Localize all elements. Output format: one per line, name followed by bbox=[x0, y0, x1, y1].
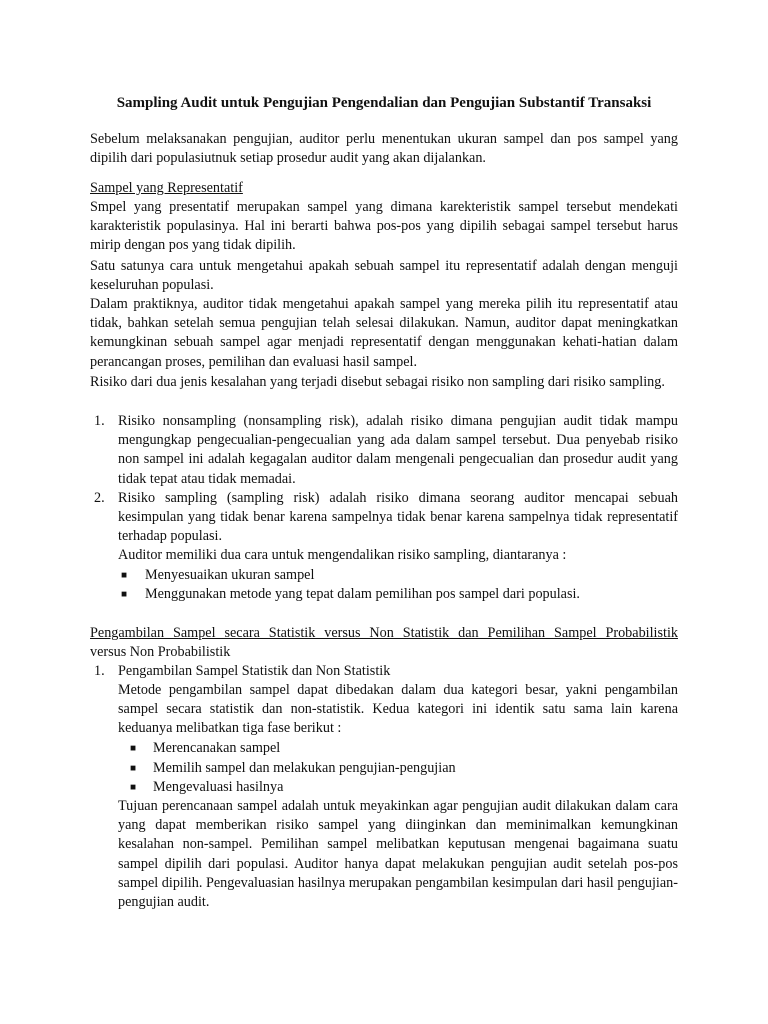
paragraph-risk-control: Auditor memiliki dua cara untuk mengendalikan risiko sampling, diantaranya : bbox=[118, 547, 567, 563]
paragraph-sampling-categories: Metode pengambilan sampel dapat dibedakan dalam dua kategori besar, yakni pengambilan sampel secara statistik dan non-statistik. Kedua kategori ini identik satu sama lain karena keduanya melibatkan tiga fase berikut : bbox=[118, 682, 678, 737]
section-heading-statistik-line2: versus Non Probabilistik bbox=[90, 644, 231, 660]
subsection-title: Pengambilan Sampel Statistik dan Non Statistik bbox=[118, 663, 391, 679]
list-number: 2. bbox=[94, 490, 105, 506]
section-heading-representatif: Sampel yang Representatif bbox=[90, 180, 243, 196]
list-number: 1. bbox=[94, 413, 105, 429]
paragraph-representatif-practice: Dalam praktiknya, auditor tidak mengetahui apakah sampel yang mereka pilih itu representatif atau tidak, bahkan setelah semua pengujian telah selesai dilakukan. Namun, auditor dapat meningkatkan kemungkinan sebuah sampel agar menjadi representatif dengan menggunakan kehati-hatian dalam perancangan proses, pemilihan dan evaluasi hasil sampel. bbox=[90, 296, 678, 370]
paragraph-representatif-test: Satu satunya cara untuk mengetahui apakah sebuah sampel itu representatif adalah dengan menguji keseluruhan populasi. bbox=[90, 258, 678, 294]
paragraph-sampling-phases: Tujuan perencanaan sampel adalah untuk meyakinkan agar pengujian audit dilakukan dalam cara yang dapat memberikan risiko sampel yang diinginkan dan meminimalkan kemungkinan kesalahan non-sampel. Pemilihan sampel melibatkan keputusan mengenai bagaimana suatu sampel dipilih dari populasi. Auditor hanya dapat melakukan pengujian audit setelah pos-pos sampel dipilih. Pengevaluasian hasilnya merupakan pengambilan kesimpulan dari hasil pengujian-pengujian audit. bbox=[118, 798, 678, 911]
bullet-item: Mengevaluasi hasilnya bbox=[153, 779, 284, 795]
section-heading-statistik-line1: Pengambilan Sampel secara Statistik versus Non Statistik dan Pemilihan Sampel Probabilistik bbox=[90, 625, 678, 641]
bullet-marker: ■ bbox=[130, 782, 137, 793]
bullet-marker: ■ bbox=[130, 763, 137, 774]
list-number: 1. bbox=[94, 663, 105, 679]
list-item-nonsampling-risk: Risiko nonsampling (nonsampling risk), adalah risiko dimana pengujian audit tidak mampu mengungkap pengecualian-pengecualian yang ada dalam sampel tersebut. Dua penyebab risiko non sampel ini adalah kegagalan auditor dalam mengenali pengecualian dan prosedur audit yang tidak tepat atau tidak memadai. bbox=[118, 413, 678, 487]
intro-paragraph: Sebelum melaksanakan pengujian, auditor perlu menentukan ukuran sampel dan pos sampel yang dipilih dari populasiutnuk setiap prosedur audit yang akan dijalankan. bbox=[90, 131, 678, 167]
bullet-item: Merencanakan sampel bbox=[153, 740, 281, 756]
bullet-item: Memilih sampel dan melakukan pengujian-pengujian bbox=[153, 760, 456, 776]
list-item-sampling-risk: Risiko sampling (sampling risk) adalah risiko dimana seorang auditor mencapai sebuah kesimpulan yang tidak benar karena sampelnya tidak benar karena sampelnya tidak representatif terhadap populasi. bbox=[118, 490, 678, 545]
page-title: Sampling Audit untuk Pengujian Pengendalian dan Pengujian Substantif Transaksi bbox=[116, 95, 652, 111]
bullet-marker: ■ bbox=[121, 570, 128, 581]
bullet-item: Menggunakan metode yang tepat dalam pemilihan pos sampel dari populasi. bbox=[145, 586, 580, 602]
bullet-marker: ■ bbox=[130, 743, 137, 754]
bullet-marker: ■ bbox=[121, 589, 128, 600]
bullet-item: Menyesuaikan ukuran sampel bbox=[145, 567, 315, 583]
paragraph-risk-intro: Risiko dari dua jenis kesalahan yang terjadi disebut sebagai risiko non sampling dari risiko sampling. bbox=[90, 374, 665, 390]
paragraph-representatif-definition: Smpel yang presentatif merupakan sampel yang dimana karekteristik sampel tersebut mendekati karakteristik populasinya. Hal ini berarti bahwa pos-pos yang dipilih sebagai sampel tersebut harus mirip dengan pos yang tidak dipilih. bbox=[90, 199, 678, 254]
